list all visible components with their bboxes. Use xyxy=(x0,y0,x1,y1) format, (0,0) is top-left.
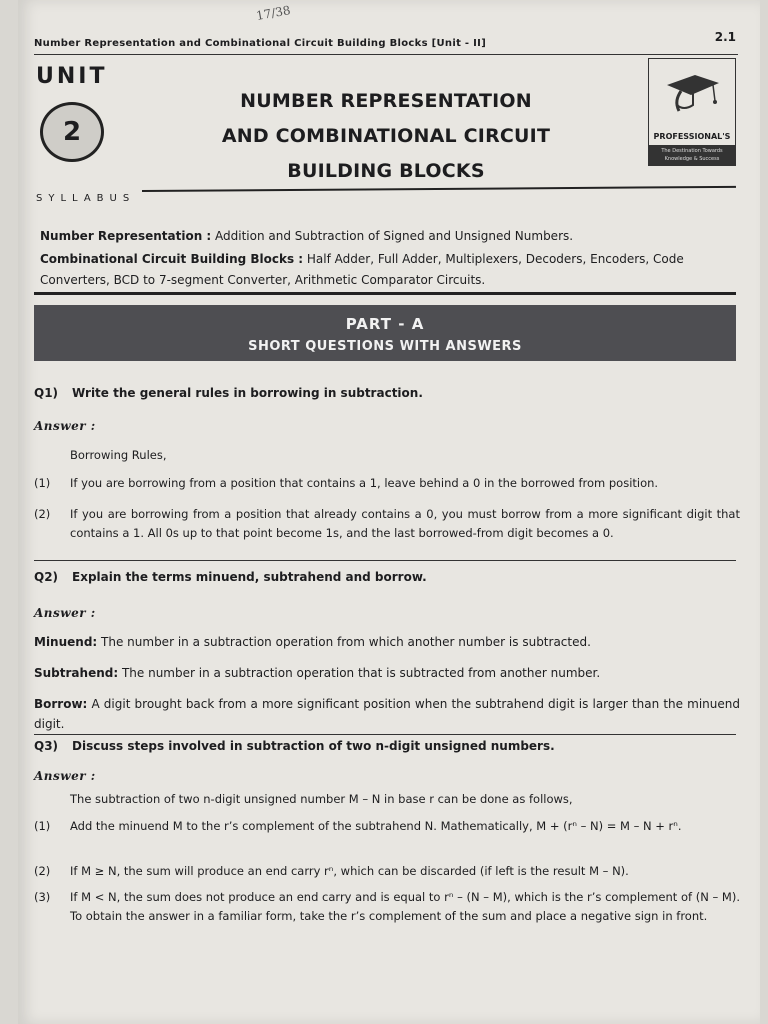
list-item-text: Add the minuend M to the r’s complement of the subtrahend N. Mathematically, M + (rⁿ – N) = M – N + rⁿ. xyxy=(70,819,682,833)
definition xyxy=(34,632,740,652)
section-rule xyxy=(34,292,736,295)
logo-tagline: The Destination Towards Knowledge & Success xyxy=(649,145,735,165)
part-banner xyxy=(34,305,736,361)
unit-title-line: BUILDING BLOCKS xyxy=(287,160,485,182)
part-title: PART - A xyxy=(345,315,425,333)
running-title: Number Representation and Combinational Circuit Building Blocks [Unit - II] xyxy=(34,38,487,49)
syllabus-text: Addition and Subtraction of Signed and Unsigned Numbers. xyxy=(211,229,574,243)
list-item-number: (2) xyxy=(34,864,51,878)
book-page xyxy=(18,0,760,1024)
list-item-number: (1) xyxy=(34,476,51,490)
syllabus-item xyxy=(40,227,740,246)
definition-text: The number in a subtraction operation from which another number is subtracted. xyxy=(97,635,591,649)
question-number: Q3) xyxy=(34,739,59,753)
header-rule xyxy=(34,54,738,55)
list-item-text: If M ≥ N, the sum will produce an end carry rⁿ, which can be discarded (if left is the result M – N). xyxy=(70,864,629,878)
question-heading xyxy=(34,739,555,753)
answer-intro-text: Borrowing Rules, xyxy=(70,448,167,462)
unit-number-badge xyxy=(40,102,104,162)
unit-number: 2 xyxy=(62,117,82,147)
question-separator xyxy=(34,560,736,561)
syllabus-heading: Combinational Circuit Building Blocks : xyxy=(40,252,304,266)
question-heading xyxy=(34,386,423,400)
publisher-logo xyxy=(648,58,736,166)
part-subtitle: SHORT QUESTIONS WITH ANSWERS xyxy=(248,339,522,354)
list-item-number: (3) xyxy=(34,890,51,904)
question-text: Discuss steps involved in subtraction of two n-digit unsigned numbers. xyxy=(72,739,555,753)
list-item-text: If you are borrowing from a position that already contains a 0, you must borrow from a more significant digit that contains a 1. All 0s up to that point become 1s, and the last borrowed-from digit becomes a 0. xyxy=(70,507,740,540)
definition-text: The number in a subtraction operation that is subtracted from another number. xyxy=(118,666,601,680)
answer-label: Answer : xyxy=(34,606,96,620)
handwritten-note: 17/38 xyxy=(255,3,292,23)
list-item-number: (1) xyxy=(34,819,51,833)
unit-title xyxy=(206,84,566,189)
definition-term: Minuend: xyxy=(34,635,98,649)
answer-label: Answer : xyxy=(34,419,96,433)
question-separator xyxy=(34,734,736,735)
syllabus-heading: Number Representation : xyxy=(40,229,212,243)
question-text: Write the general rules in borrowing in subtraction. xyxy=(72,386,423,400)
syllabus-text: Half Adder, Full Adder, Multiplexers, Decoders, Encoders, Code Converters, BCD to 7-segment Converter, Arithmetic Comparator Circuits. xyxy=(40,252,684,287)
definition xyxy=(34,694,740,734)
unit-label: UNIT xyxy=(36,64,108,89)
question-number: Q1) xyxy=(34,386,59,400)
unit-title-line: AND COMBINATIONAL CIRCUIT xyxy=(221,125,551,147)
list-item-text: If M < N, the sum does not produce an end carry and is equal to rⁿ – (N – M), which is the r’s complement of (N – M). To obtain the answer in a familiar form, take the r’s complement of the sum and place a negative sign in front. xyxy=(70,890,740,923)
question-text: Explain the terms minuend, subtrahend and borrow. xyxy=(72,570,427,584)
answer-intro-text: The subtraction of two n-digit unsigned number M – N in base r can be done as follows, xyxy=(70,792,573,806)
syllabus-label: SYLLABUS xyxy=(36,193,136,204)
answer-label: Answer : xyxy=(34,769,96,783)
question-number: Q2) xyxy=(34,570,59,584)
definition-term: Subtrahend: xyxy=(34,666,119,680)
question-heading xyxy=(34,570,427,584)
list-item-number: (2) xyxy=(34,507,51,521)
graduation-cap-icon xyxy=(663,71,721,115)
definition-term: Borrow: xyxy=(34,697,88,711)
page-number: 2.1 xyxy=(714,30,736,44)
logo-name: PROFESSIONAL'S xyxy=(653,132,731,141)
definition xyxy=(34,663,740,683)
unit-title-line: NUMBER REPRESENTATION xyxy=(240,90,532,112)
list-item-text: If you are borrowing from a position that contains a 1, leave behind a 0 in the borrowed from position. xyxy=(70,476,659,490)
definition-text: A digit brought back from a more significant position when the subtrahend digit is larger than the minuend digit. xyxy=(34,697,740,731)
syllabus-item xyxy=(40,249,740,291)
